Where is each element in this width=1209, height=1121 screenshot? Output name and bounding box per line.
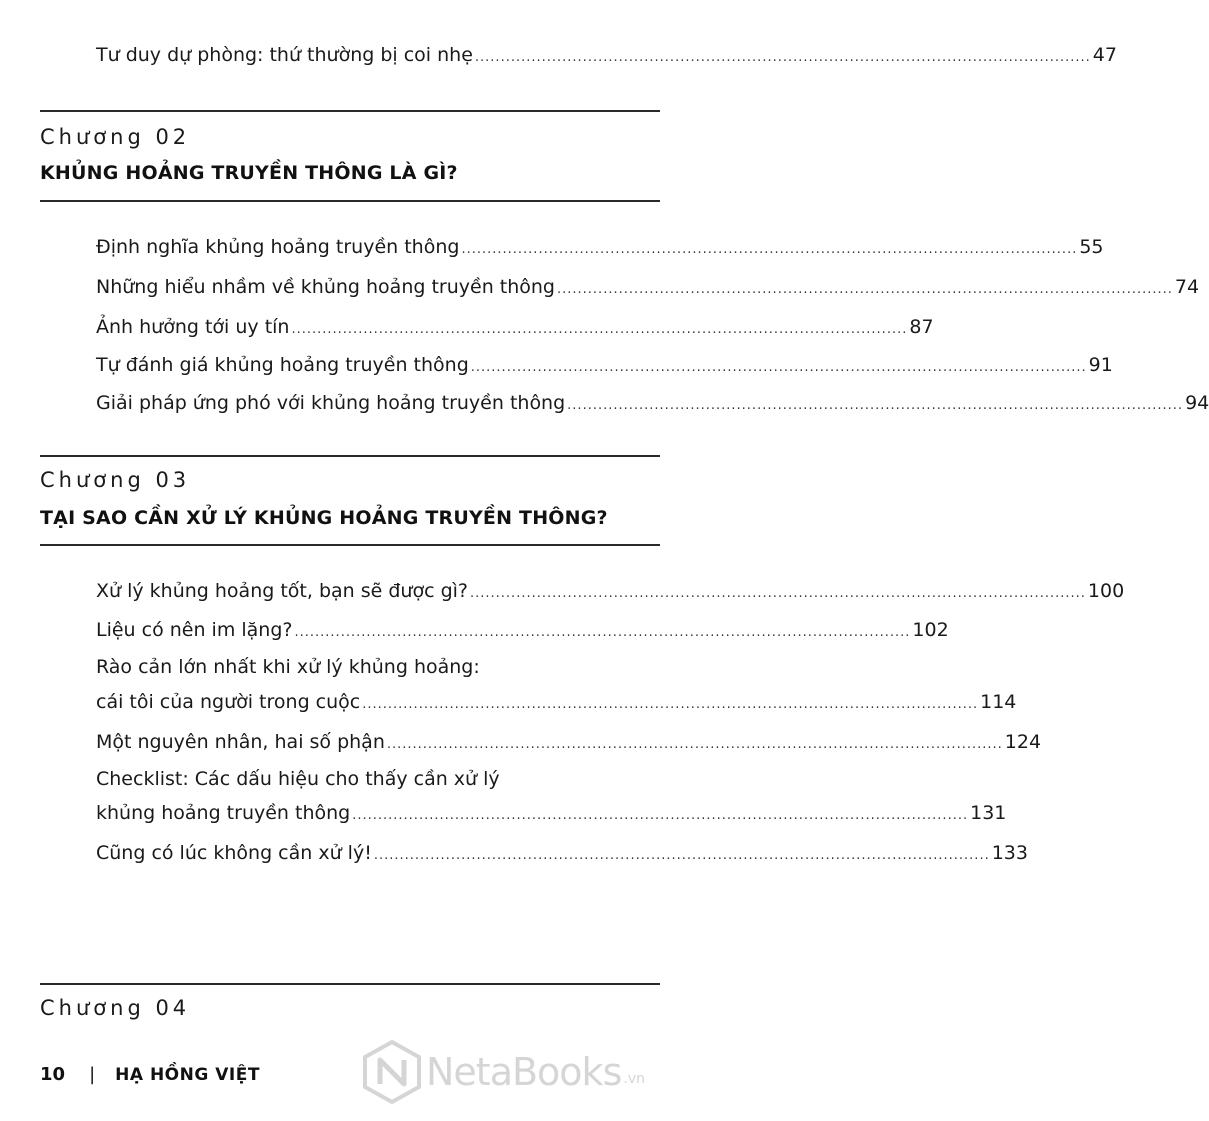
- toc-leader-dots: ........................................................................................................................: [386, 737, 1003, 752]
- toc-entry-page: 94: [1185, 392, 1209, 414]
- toc-entry-title: Tư duy dự phòng: thứ thường bị coi nhẹ: [96, 44, 473, 66]
- toc-entry[interactable]: [96, 580, 1125, 610]
- toc-entry-page: 74: [1174, 276, 1200, 298]
- toc-leader-dots: ........................................................................................................................: [567, 398, 1184, 413]
- toc-entry-title: Một nguyên nhân, hai số phận: [96, 731, 385, 753]
- toc-entry-page: 131: [970, 802, 1007, 824]
- divider: [40, 544, 660, 546]
- watermark-suffix: .vn: [623, 1071, 645, 1087]
- toc-entry-title: Định nghĩa khủng hoảng truyền thông: [96, 236, 460, 258]
- toc-leader-dots: ........................................................................................................................: [352, 808, 969, 823]
- toc-entry-page: 114: [980, 691, 1017, 713]
- toc-entry[interactable]: [96, 392, 1209, 422]
- toc-entry[interactable]: [96, 842, 1028, 872]
- toc-leader-dots: ........................................................................................................................: [557, 282, 1173, 297]
- watermark: [362, 1040, 645, 1104]
- toc-entry[interactable]: [96, 802, 1007, 832]
- chapter-title[interactable]: TẠI SAO CẦN XỬ LÝ KHỦNG HOẢNG TRUYỀN THÔNG?: [40, 507, 608, 529]
- toc-entry[interactable]: [96, 691, 1017, 721]
- chapter-label: Chương 04: [40, 996, 191, 1020]
- toc-entry[interactable]: [96, 731, 1042, 761]
- toc-entry-title: Liệu có nên im lặng?: [96, 619, 293, 641]
- netabooks-logo-icon: [362, 1040, 422, 1104]
- chapter-label: Chương 02: [40, 125, 191, 149]
- toc-leader-dots: ........................................................................................................................: [474, 50, 1091, 65]
- toc-leader-dots: ........................................................................................................................: [294, 625, 911, 640]
- toc-entry-page: 91: [1088, 354, 1113, 376]
- toc-entry-page: 55: [1079, 236, 1104, 258]
- toc-leader-dots: ........................................................................................................................: [470, 586, 1086, 601]
- toc-entry[interactable]: [96, 354, 1113, 384]
- divider: [40, 455, 660, 457]
- toc-entry-title: Xử lý khủng hoảng tốt, bạn sẽ được gì?: [96, 580, 468, 602]
- toc-entry-title: cái tôi của người trong cuộc: [96, 691, 361, 713]
- toc-entry-page: 47: [1092, 44, 1117, 66]
- toc-entry-title: Giải pháp ứng phó với khủng hoảng truyền thông: [96, 392, 566, 414]
- toc-leader-dots: ........................................................................................................................: [470, 360, 1087, 375]
- toc-entry-title: Ảnh hưởng tới uy tín: [96, 316, 290, 338]
- toc-entry[interactable]: [96, 316, 934, 346]
- toc-entry[interactable]: [96, 236, 1104, 266]
- footer-separator: |: [89, 1064, 96, 1085]
- toc-entry-title: Cũng có lúc không cần xử lý!: [96, 842, 372, 864]
- toc-entry-title: Tự đánh giá khủng hoảng truyền thông: [96, 354, 469, 376]
- chapter-title[interactable]: KHỦNG HOẢNG TRUYỀN THÔNG LÀ GÌ?: [40, 162, 458, 184]
- toc-entry-page: 133: [991, 842, 1028, 864]
- page-number: 10: [40, 1064, 66, 1085]
- toc-entry[interactable]: [96, 619, 949, 649]
- toc-entry-page: 102: [912, 619, 949, 641]
- toc-entry-title: Những hiểu nhầm về khủng hoảng truyền thông: [96, 276, 555, 298]
- chapter-label: Chương 03: [40, 468, 191, 492]
- toc-leader-dots: ........................................................................................................................: [461, 242, 1078, 257]
- page-footer: [40, 1064, 260, 1085]
- toc-entry-title-line1[interactable]: Checklist: Các dấu hiệu cho thấy cần xử lý: [96, 768, 500, 790]
- toc-leader-dots: ........................................................................................................................: [373, 848, 990, 863]
- divider: [40, 983, 660, 985]
- toc-entry[interactable]: [96, 276, 1200, 306]
- toc-entry-page: 100: [1087, 580, 1125, 602]
- divider: [40, 110, 660, 112]
- author-name: HẠ HỒNG VIỆT: [115, 1064, 260, 1085]
- toc-entry-title: khủng hoảng truyền thông: [96, 802, 351, 824]
- divider: [40, 200, 660, 202]
- toc-entry-title-line1[interactable]: Rào cản lớn nhất khi xử lý khủng hoảng:: [96, 656, 480, 678]
- toc-entry-page: 87: [909, 316, 934, 338]
- toc-leader-dots: ........................................................................................................................: [362, 697, 979, 712]
- toc-leader-dots: ........................................................................................................................: [291, 322, 908, 337]
- toc-entry[interactable]: [96, 44, 1117, 74]
- watermark-text: NetaBooks: [426, 1050, 622, 1094]
- toc-entry-page: 124: [1004, 731, 1042, 753]
